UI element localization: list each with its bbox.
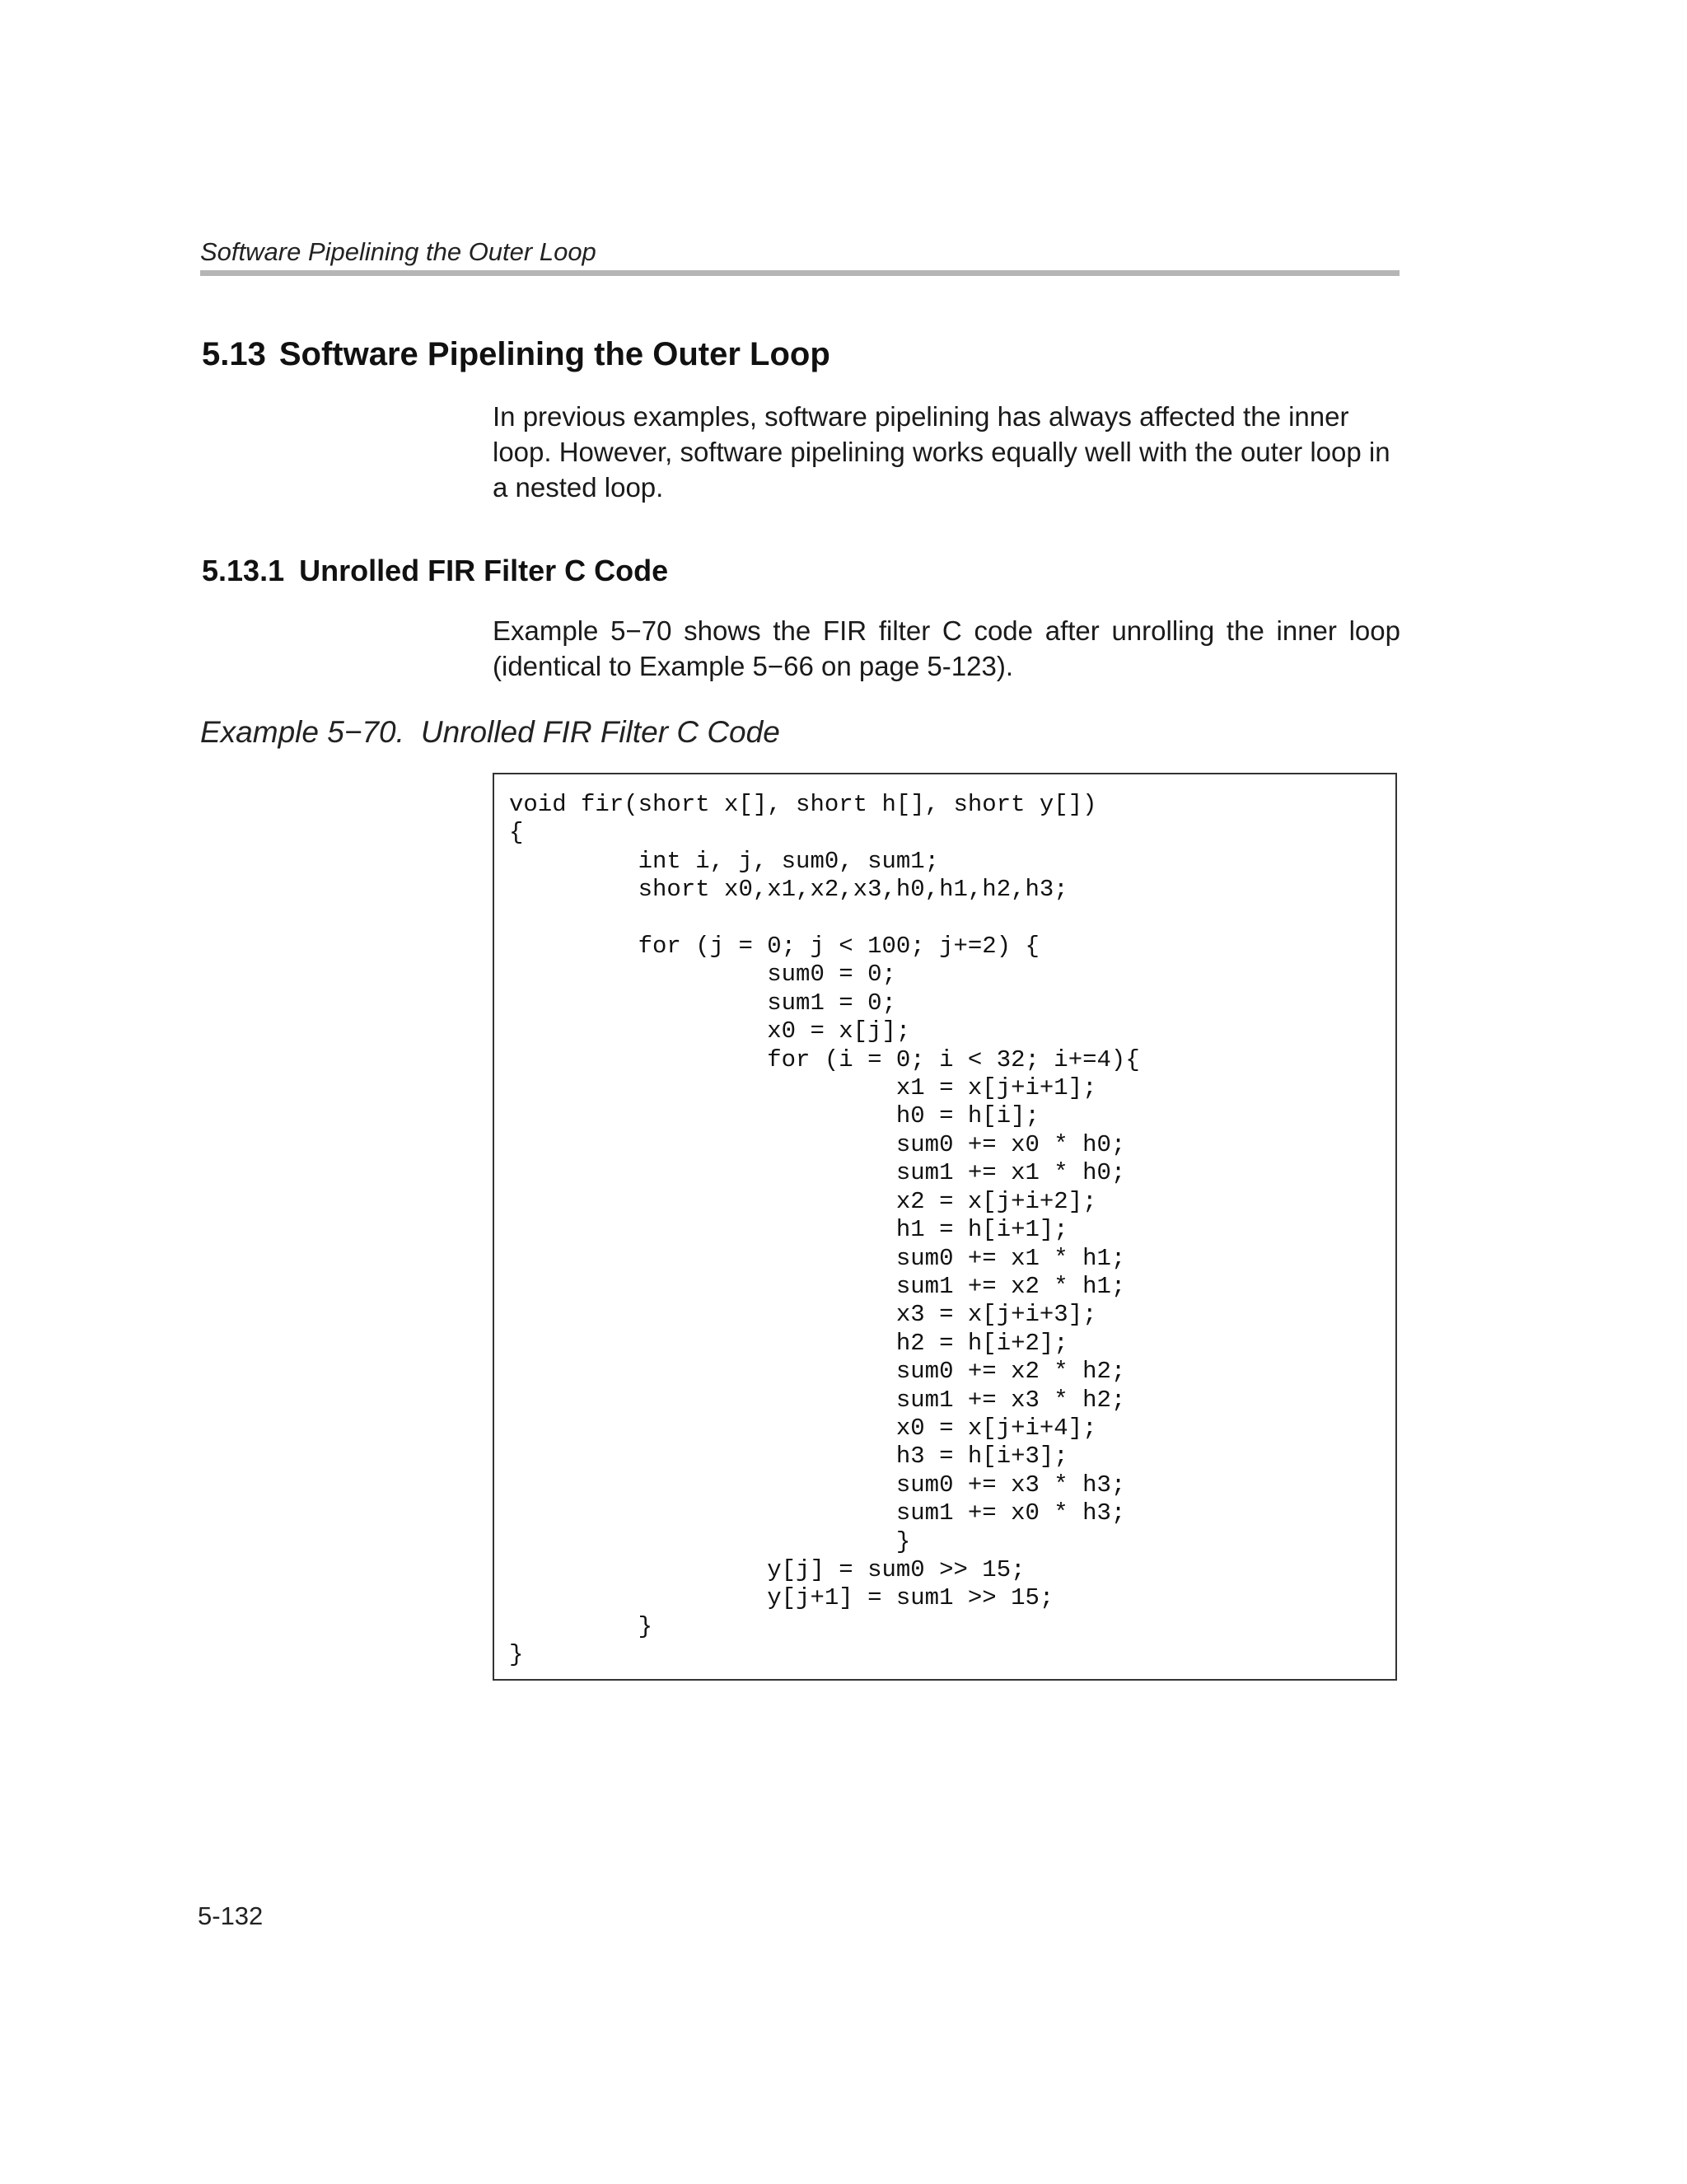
page-number: 5-132 (198, 1901, 264, 1930)
code-listing-box (493, 773, 1397, 1681)
example-title: Unrolled FIR Filter C Code (420, 715, 780, 749)
example-caption (200, 715, 780, 750)
subsection-heading (202, 554, 668, 588)
header-rule (200, 270, 1400, 276)
code-listing: void fir(short x[], short h[], short y[]) { int i, j, sum0, sum1; short x0,x1,x2,x3,h0,h1,h2,h3; for (j = 0; j < 100; j+=2) { sum0 = 0; sum1 = 0; x0 = x[j]; for (i = 0; i < 32; i+=4){ x1 = x[j+i+1]; h0 = h[i]; sum0 += x0 * h0; sum1 += x1 * h0; x2 = x[j+i+2]; h1 = h[i+1]; sum0 += x1 * h1; sum1 += x2 * h1; x3 = x[j+i+3]; h2 = h[i+2]; sum0 += x2 * h2; sum1 += x3 * h2; x0 = x[j+i+4]; h3 = h[i+3]; sum0 += x3 * h3; sum1 += x0 * h3; } y[j] = sum0 >> 15; y[j+1] = sum1 >> 15; } } (509, 791, 1140, 1669)
intro-paragraph: In previous examples, software pipelining has always affected the inner loop. However, software pipelining works equally well with the outer loop in a nested loop. (493, 401, 1390, 503)
section-title: Software Pipelining the Outer Loop (278, 336, 830, 372)
example-label: Example 5−70. (200, 715, 404, 749)
subsection-title: Unrolled FIR Filter C Code (299, 554, 669, 587)
subsection-number: 5.13.1 (202, 554, 285, 587)
running-header: Software Pipelining the Outer Loop (200, 237, 596, 266)
section-number: 5.13 (202, 336, 266, 372)
section-heading (202, 336, 830, 373)
subsection-paragraph: Example 5−70 shows the FIR filter C code after unrolling the inner loop (identical to Example 5−66 on page 5-123). (493, 615, 1400, 681)
